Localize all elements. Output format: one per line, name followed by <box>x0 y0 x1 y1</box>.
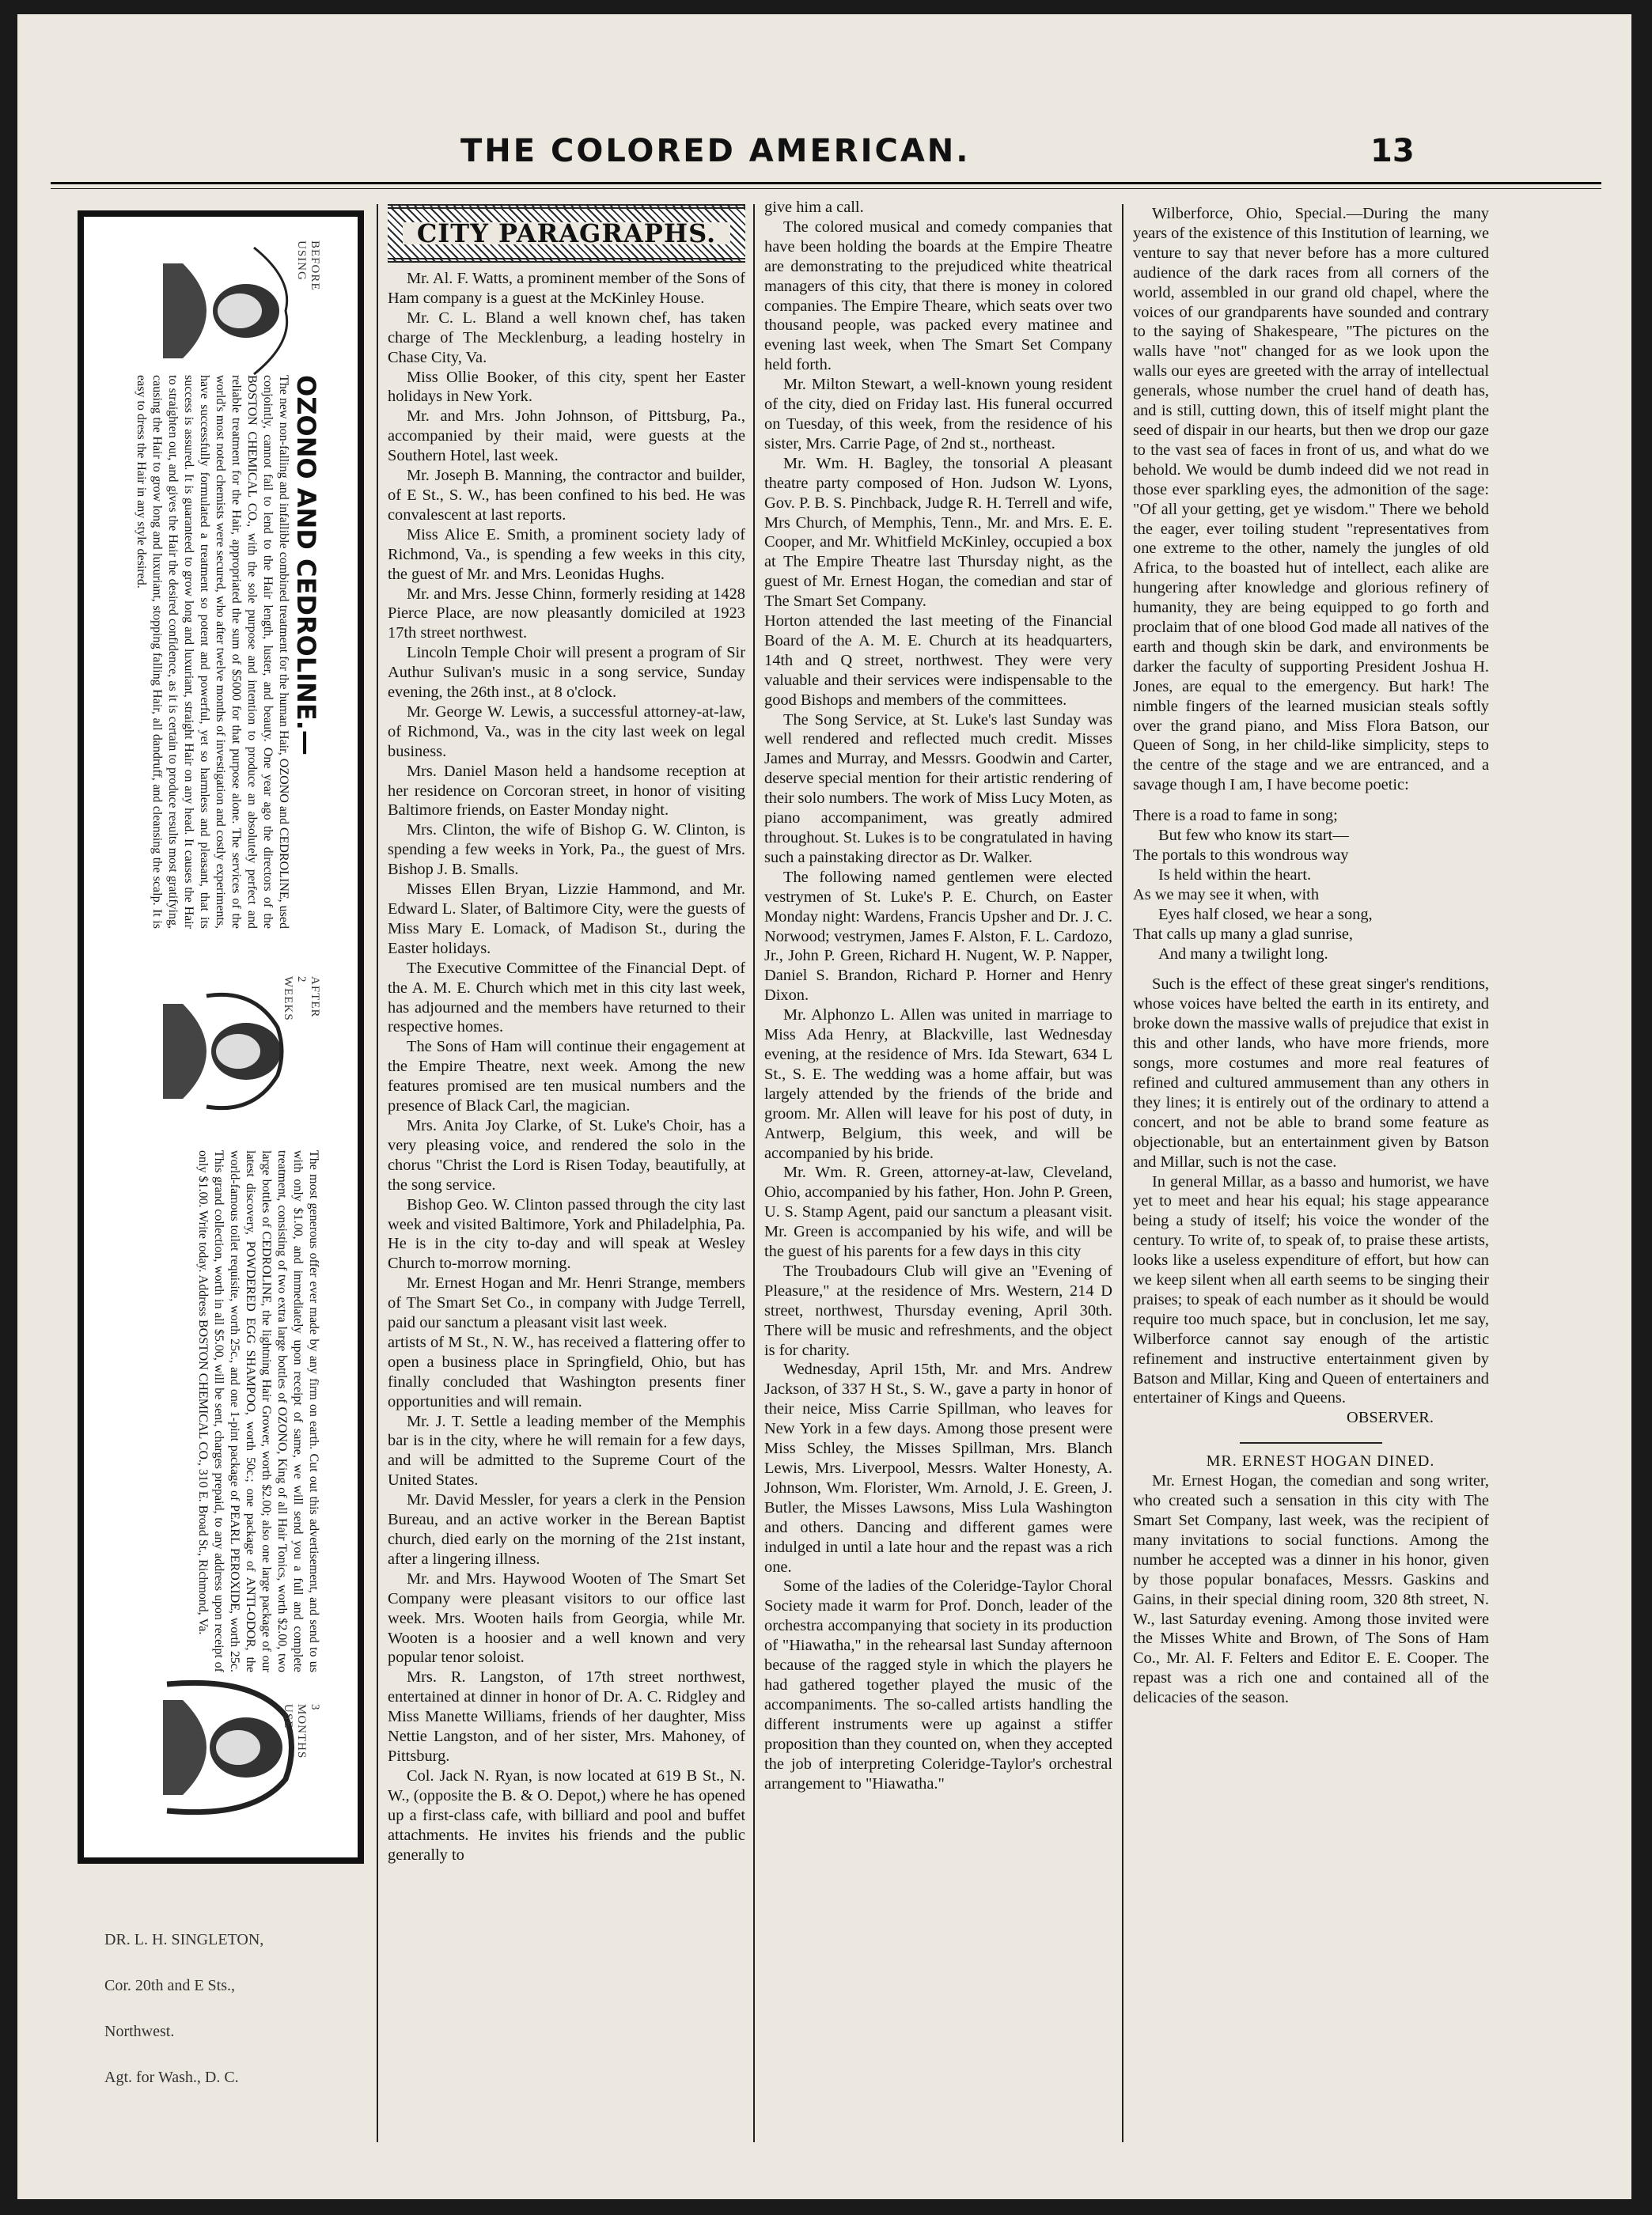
newspaper-page <box>17 14 1631 2199</box>
masthead-rule-thin <box>51 188 1601 189</box>
signature: OBSERVER. <box>1347 1409 1434 1427</box>
masthead-title: THE COLORED AMERICAN. <box>460 133 971 169</box>
city-paragraphs-heading: CITY PARAGRAPHS. <box>388 204 745 263</box>
wilberforce-paragraph-3: In general Millar, as a basso and humorist, we have yet to meet and hear his equal; his stage appearance being a study of itself; his voice the wonder of the century. To write of, to speak of, to praise these artists, looks like a useless expenditure of effort, but how can we keep silent when all earth seems to be singing their praises; to speak of each number as it should be would require too much space, but in conclusion, let me say, Wilberforce cannot say enough of the artistic refinement and instructive entertainment given by Batson and Millar, King and Queen of entertainers and entertainer of Kings and Queens. <box>1133 1172 1489 1407</box>
poem-line: The portals to this wondrous way <box>1133 846 1349 864</box>
agent-title: Agt. for Wash., D. C. <box>104 2069 239 2086</box>
paragraph: The following named gentlemen were elected vestrymen of St. Luke's P. E. Church, on Easter Monday night: Wardens, Francis Upsher and Dr. J. C. Norwood; vestrymen, James F. Alston, F. L. Cardozo, Jr., John P. Green, Richard H. Nugent, W. P. Napper, Daniel S. Brandon, Richard P. Horner and Henry Dixon. <box>764 868 1112 1005</box>
paragraph: The colored musical and comedy companies that have been holding the boards at the Empire Theatre are demonstrating to the prejudiced white theatrical managers of this city, that there is money in colored companies. The Empire Theare, which seats over two thousand people, was packed every matinee and evening last week, when The Smart Set Company held forth. <box>764 218 1112 374</box>
masthead-rule <box>51 182 1601 184</box>
caption-before: BEFORE USING <box>295 240 321 291</box>
portrait-before-icon <box>151 232 301 390</box>
agent-listing <box>104 1917 358 2100</box>
poem-line: That calls up many a glad sunrise, <box>1133 925 1354 943</box>
paragraph: Mr. Milton Stewart, a well-known young resident of the city, died on Friday last. His funeral occurred on Tuesday, of this week, from the residence of his sister, Mrs. Carrie Page, of 2nd st., northeast. <box>764 376 1112 452</box>
column-rule-1 <box>377 204 378 2142</box>
wilberforce-paragraph-2: Such is the effect of these great singer's renditions, whose voices have belted the earth in its entirety, and broke down the massive walls of prejudice that exist in this and other lands, who have more friends, more songs, more costumes and more real features of refined and cultured ammusement than any others in they lines; it is entirely out of the ordinary to attend a concert, and not be able to brand some feature as objectionable, but an entertainment given by Batson and Millar, such is not the case. <box>1133 975 1489 1171</box>
paragraph: Mr. Ernest Hogan and Mr. Henri Strange, members of The Smart Set Co., in company with Judge Terrell, paid our sanctum a pleasant visit last week. <box>388 1274 745 1332</box>
poem-line: Eyes half closed, we hear a song, <box>1158 905 1373 923</box>
ad-section-one <box>100 375 321 929</box>
paragraph: Mrs. Clinton, the wife of Bishop G. W. Clinton, is spending a few weeks in York, Pa., the guest of Mrs. Bishop J. B. Smalls. <box>388 821 745 879</box>
ad-section-two <box>92 1150 321 1672</box>
paragraph: Miss Alice E. Smith, a prominent society lady of Richmond, Va., is spending a few weeks in this city, the guest of Mr. and Mrs. Leonidas Hughs. <box>388 525 745 583</box>
city-paragraphs-column-1 <box>388 204 745 2126</box>
page-number: 13 <box>1370 133 1415 169</box>
agent-region: Northwest. <box>104 2023 175 2040</box>
paragraph: Mr. Wm. R. Green, attorney-at-law, Cleveland, Ohio, accompanied by his father, Hon. John P. Green, U. S. Stamp Agent, paid our sanctum a pleasant visit. Mr. Green is accompanied by his wife, and will be the guest of his parents for a few days in this city <box>764 1164 1112 1261</box>
paragraph: give him a call. <box>764 199 864 216</box>
paragraph: Mrs. Anita Joy Clarke, of St. Luke's Choir, has a very pleasing voice, and rendered the solo in the chorus "Christ the Lord is Risen Today, beautifully, at the song service. <box>388 1116 745 1194</box>
paragraph: Mr. C. L. Bland a well known chef, has taken charge of The Mecklenburg, a leading hostelry in Chase City, Va. <box>388 309 745 366</box>
paragraph: The Sons of Ham will continue their engagement at the Empire Theatre, next week. Among the new features promised are ten musical numbers and the presence of Black Carl, the magician. <box>388 1038 745 1115</box>
portrait-three-months-icon <box>151 1668 301 1827</box>
agent-name: DR. L. H. SINGLETON, <box>104 1931 264 1948</box>
column-rule-3 <box>1122 204 1123 2142</box>
caption-after: AFTER 2 WEEKS <box>282 976 321 1021</box>
hogan-heading: MR. ERNEST HOGAN DINED. <box>1206 1452 1435 1471</box>
hogan-paragraph: Mr. Ernest Hogan, the comedian and song writer, who created such a sensation in this city with The Smart Set Company, last week, was the recipient of many invitations to social functions. Among the number he accepted was a dinner in his honor, given by those popular bonafaces, Messrs. Gaskins and Gains, in their special dining room, 320 8th street, N. W., last Saturday evening. Among those invited were the Misses White and Brown, of The Sons of Ham Co., Mr. Al. F. Felters and Editor E. E. Cooper. The repast was a rich one and contained all of the delicacies of the season. <box>1133 1472 1489 1707</box>
wilberforce-column <box>1133 204 1489 2134</box>
paragraph: Bishop Geo. W. Clinton passed through the city last week and visited Baltimore, York and Philadelphia, Pa. He is in the city to-day and will speak at Wesley Church to-morrow morning. <box>388 1195 745 1273</box>
paragraph: Mr. J. T. Settle a leading member of the Memphis bar is in the city, where he will remain for a few days, and will be admitted to the Supreme Court of the United States. <box>388 1412 745 1490</box>
paragraph: Horton attended the last meeting of the Financial Board of the A. M. E. Church at its headquarters, 14th and Q street, northwest. They were very valuable and their services were indispensable to the good Bishops and members of the committees. <box>764 612 1112 709</box>
ad-body-two: The most generous offer ever made by any firm on earth. Cut out this advertisement, and send to us with only $1.00, and immediately upon receipt of same, we will send you a full and complete treatment, consisting of two extra large bottles of OZONO, King of all Hair Tonics, worth $2.00, two large bottles of CEDROLINE, the lightning Hair Grower, worth $2.00; also one large package of our latest discovery, POWDERED EGG SHAMPOO, worth 50c.; one package of ANTI-ODOR, the world-famous toilet requisite, worth 25c., and one 1-pint package of PEARL PEROXIDE, worth 25c. This grand collection, worth in all $5.00, will be sent, charges prepaid, to any address upon receipt of only $1.00. Write today. Address BOSTON CHEMICAL CO., 310 E. Broad St., Richmond, Va. <box>196 1150 320 1672</box>
poem-line: But few who know its start— <box>1158 827 1349 845</box>
poem-line: And many a twilight long. <box>1158 945 1328 963</box>
paragraph: Misses Ellen Bryan, Lizzie Hammond, and Mr. Edward L. Slater, of Baltimore City, were the guests of Miss Mary E. Lomack, of Madison St., during the Easter holidays. <box>388 880 745 957</box>
paragraph: Mr. and Mrs. John Johnson, of Pittsburg, Pa., accompanied by their maid, were guests at the Southern Hotel, last week. <box>388 407 745 465</box>
ad-title: OZONO AND CEDROLINE.— <box>291 375 321 755</box>
paragraph: Mr. Alphonzo L. Allen was united in marriage to Miss Ada Henry, at Blackville, last Wednesday evening, at the residence of Mrs. Ida Stewart, 634 L St., S. E. The wedding was a home affair, but was largely attended by the friends of the bride and groom. Mr. Allen will leave for his post of duty, in Antwerp, Belgium, this week, and will be accompanied by his bride. <box>764 1006 1112 1162</box>
poem-line: Is held within the heart. <box>1158 865 1312 884</box>
paragraph: artists of M St., N. W., has received a flattering offer to open a business place in Springfield, Ohio, but has finally concluded that Washington presents finer opportunities and will remain. <box>388 1333 745 1410</box>
paragraph: Lincoln Temple Choir will present a program of Sir Authur Sulivan's music in a song service, Sunday evening, the 26th inst., at 8 o'clock. <box>388 644 745 702</box>
paragraph: Col. Jack N. Ryan, is now located at 619 B St., N. W., (opposite the B. & O. Depot,) where he has opened up a first-class cafe, with billiard and pool and buffet attachments. He invites his friends and the public generally to <box>388 1766 745 1864</box>
paragraph: Mr. Wm. H. Bagley, the tonsorial A pleasant theatre party composed of Hon. Judson W. Lyons, Gov. P. B. S. Pinchback, Judge R. H. Terrell and wife, Mrs Church, of Memphis, Tenn., Mr. and Mrs. E. E. Cooper, and Mr. Whitfield McKinley, occupied a box at The Empire Theatre last Thursday night, as the guest of Mr. Ernest Hogan, the comedian and star of The Smart Set Company. <box>764 454 1112 611</box>
paragraph: Mr. George W. Lewis, a successful attorney-at-law, of Richmond, Va., was in the city last week on legal business. <box>388 702 745 760</box>
hair-tonic-advertisement <box>78 210 364 1864</box>
paragraph: Wednesday, April 15th, Mr. and Mrs. Andrew Jackson, of 337 H St., S. W., gave a party in honor of their neice, Miss Carrie Spillman, who leaves for New York in a few days. Among those present were Miss Schley, the Misses Spillman, Mrs. Blanch Lewis, Mrs. Liverpool, Messrs. Walter Honesty, A. Johnson, Wm. Florister, Wm. Arnold, J. E. Green, J. Butler, the Misses Lawsons, Miss Lula Washington and others. Dancing and different games were indulged in until a late hour and the repast was a rich one. <box>764 1361 1112 1576</box>
section-divider <box>1240 1442 1382 1444</box>
paragraph: Miss Ollie Booker, of this city, spent her Easter holidays in New York. <box>388 368 745 406</box>
city-paragraphs-column-2 <box>764 198 1112 2128</box>
paragraph: Mr. David Messler, for years a clerk in the Pension Bureau, and an active worker in the Berean Baptist church, died early on the morning of the 21st instant, after a lingering illness. <box>388 1491 745 1568</box>
column-rule-2 <box>753 204 755 2142</box>
poem <box>1133 806 1489 964</box>
ad-body-one: The new non-falling and infallible combined treatment for the human Hair, OZONO and CEDROLINE, used conjointly, cannot fail to lend to the Hair length, luster, and beauty. One year ago the directors of the BOSTON CHEMICAL CO., with the sole purpose and intention to produce an absolutely perfect and reliable treatment for the Hair, appropriated the sum of $5000 for that purpose alone. The services of the world's most noted chemists were secured, who after twelve months of investigation and costly experiments, have successfully formulated a treatment so potent and powerful, yet so harmless and pleasant, that its success is assured. It is guaranteed to grow long and luxuriant, straight Hair on any head. It causes the Hair to straighten out, and gives the Hair the desired confidence, as it is certain to produce results most gratifying, causing the Hair to grow long and luxuriant, stopping falling Hair, all dandruff, and cleansing the scalp. It is easy to dress the Hair in any style desired. <box>135 375 290 929</box>
paragraph: Some of the ladies of the Coleridge-Taylor Choral Society made it warm for Prof. Donch, leader of the orchestra accompanying that society in its production of "Hiawatha," in the rehearsal last Sunday afternoon because of the ragged style in which the players he had gathered together played the music of the accompaniments. The so-called artists handling the different instruments were up against a stiffer proposition than they counted on, when they accepted the job of interpreting Coleridge-Taylor's orchestral arrangement to "Hiawatha." <box>764 1577 1112 1793</box>
paragraph: The Executive Committee of the Financial Dept. of the A. M. E. Church which met in this city last week, has adjourned and the members have returned to their respective homes. <box>388 959 745 1036</box>
paragraph: Mr. and Mrs. Jesse Chinn, formerly residing at 1428 Pierce Place, are now pleasantly domiciled at 1923 17th street northwest. <box>388 585 745 642</box>
paragraph: The Troubadours Club will give an "Evening of Pleasure," at the residence of Mrs. Western, 214 D street, northwest, Thursday evening, April 30th. There will be music and refreshments, and the object is for charity. <box>764 1262 1112 1359</box>
wilberforce-paragraph-1: Wilberforce, Ohio, Special.—During the many years of the existence of this Institution of learning, we venture to say that never before has a more cultured audience of the dark races from all corners of the world, assembled in our grand old chapel, where the voices of our grandparents have sounded and contrary to the saying of Shakespeare, "The pictures on the walls have "not" changed for as we look upon the walls our eyes are greeted with the array of intellectual generals, whose number the cruel hand of death has, and is still, cutting down, this of itself might plant the seed of dispair in our hearts, but then we drop our gaze to the vast sea of faces in front of us, and what do we behold. We would be dumb indeed did we not read in those ever sparkling eyes, the admonition of the sage: "Of all your getting, get ye wisdom." There we behold the eager, ever toiling student "representatives from one extreme to the other, namely the jungles of old Africa, to the boasted hut of intellect, each alike are hungering after knowledge and glorious refinery of humanity, they are being equipped to go forth and proclaim that of one blood God made all natives of the earth and though skin be dark, and environments be darker the faculty of supporting President Joshua H. Jones, are equal to the emergency. But hark! The nimble fingers of the learned musician steals softly over the grand piano, and Miss Flora Batson, our Queen of Song, in her child-like simplicity, steps to the centre of the stage and we are entranced, and a savage though I am, I have become poetic: <box>1133 205 1489 794</box>
portrait-after-icon <box>151 972 301 1130</box>
paragraph: Mr. Al. F. Watts, a prominent member of the Sons of Ham company is a guest at the McKinley House. <box>388 270 745 307</box>
paragraph: Mr. Joseph B. Manning, the contractor and builder, of E St., S. W., has been confined to his bed. He was convalescent at last reports. <box>388 467 745 524</box>
paragraph: Mr. and Mrs. Haywood Wooten of The Smart Set Company were pleasant visitors to our office last week. Mrs. Wooten hails from Georgia, while Mr. Wooten is a hoosier and a well known and very popular tenor soloist. <box>388 1569 745 1667</box>
paragraph: Mrs. Daniel Mason held a handsome reception at her residence on Corcoran street, in honor of visiting Baltimore friends, on Easter Monday night. <box>388 762 745 820</box>
agent-address: Cor. 20th and E Sts., <box>104 1977 236 1994</box>
paragraph: The Song Service, at St. Luke's last Sunday was well rendered and reflected much credit. Misses James and Murray, and Messrs. Goodwin and Carter, deserve special mention for their artistic rendering of their solo numbers. The work of Miss Lucy Moten, as piano accompaniment, was greatly admired throughout. St. Lukes is to be congratulated in having such a painstaking director as Dr. Walker. <box>764 710 1112 866</box>
paragraph: Mrs. R. Langston, of 17th street northwest, entertained at dinner in honor of Dr. A. C. Ridgley and Miss Manette Williams, friends of her daughter, Miss Nettie Langston, and of her sister, Mrs. Mahoney, of Pittsburg. <box>388 1668 745 1765</box>
poem-line: As we may see it when, with <box>1133 885 1320 903</box>
poem-line: There is a road to fame in song; <box>1133 807 1338 825</box>
caption-three-months: 3 MONTHS USE <box>282 1704 321 1759</box>
